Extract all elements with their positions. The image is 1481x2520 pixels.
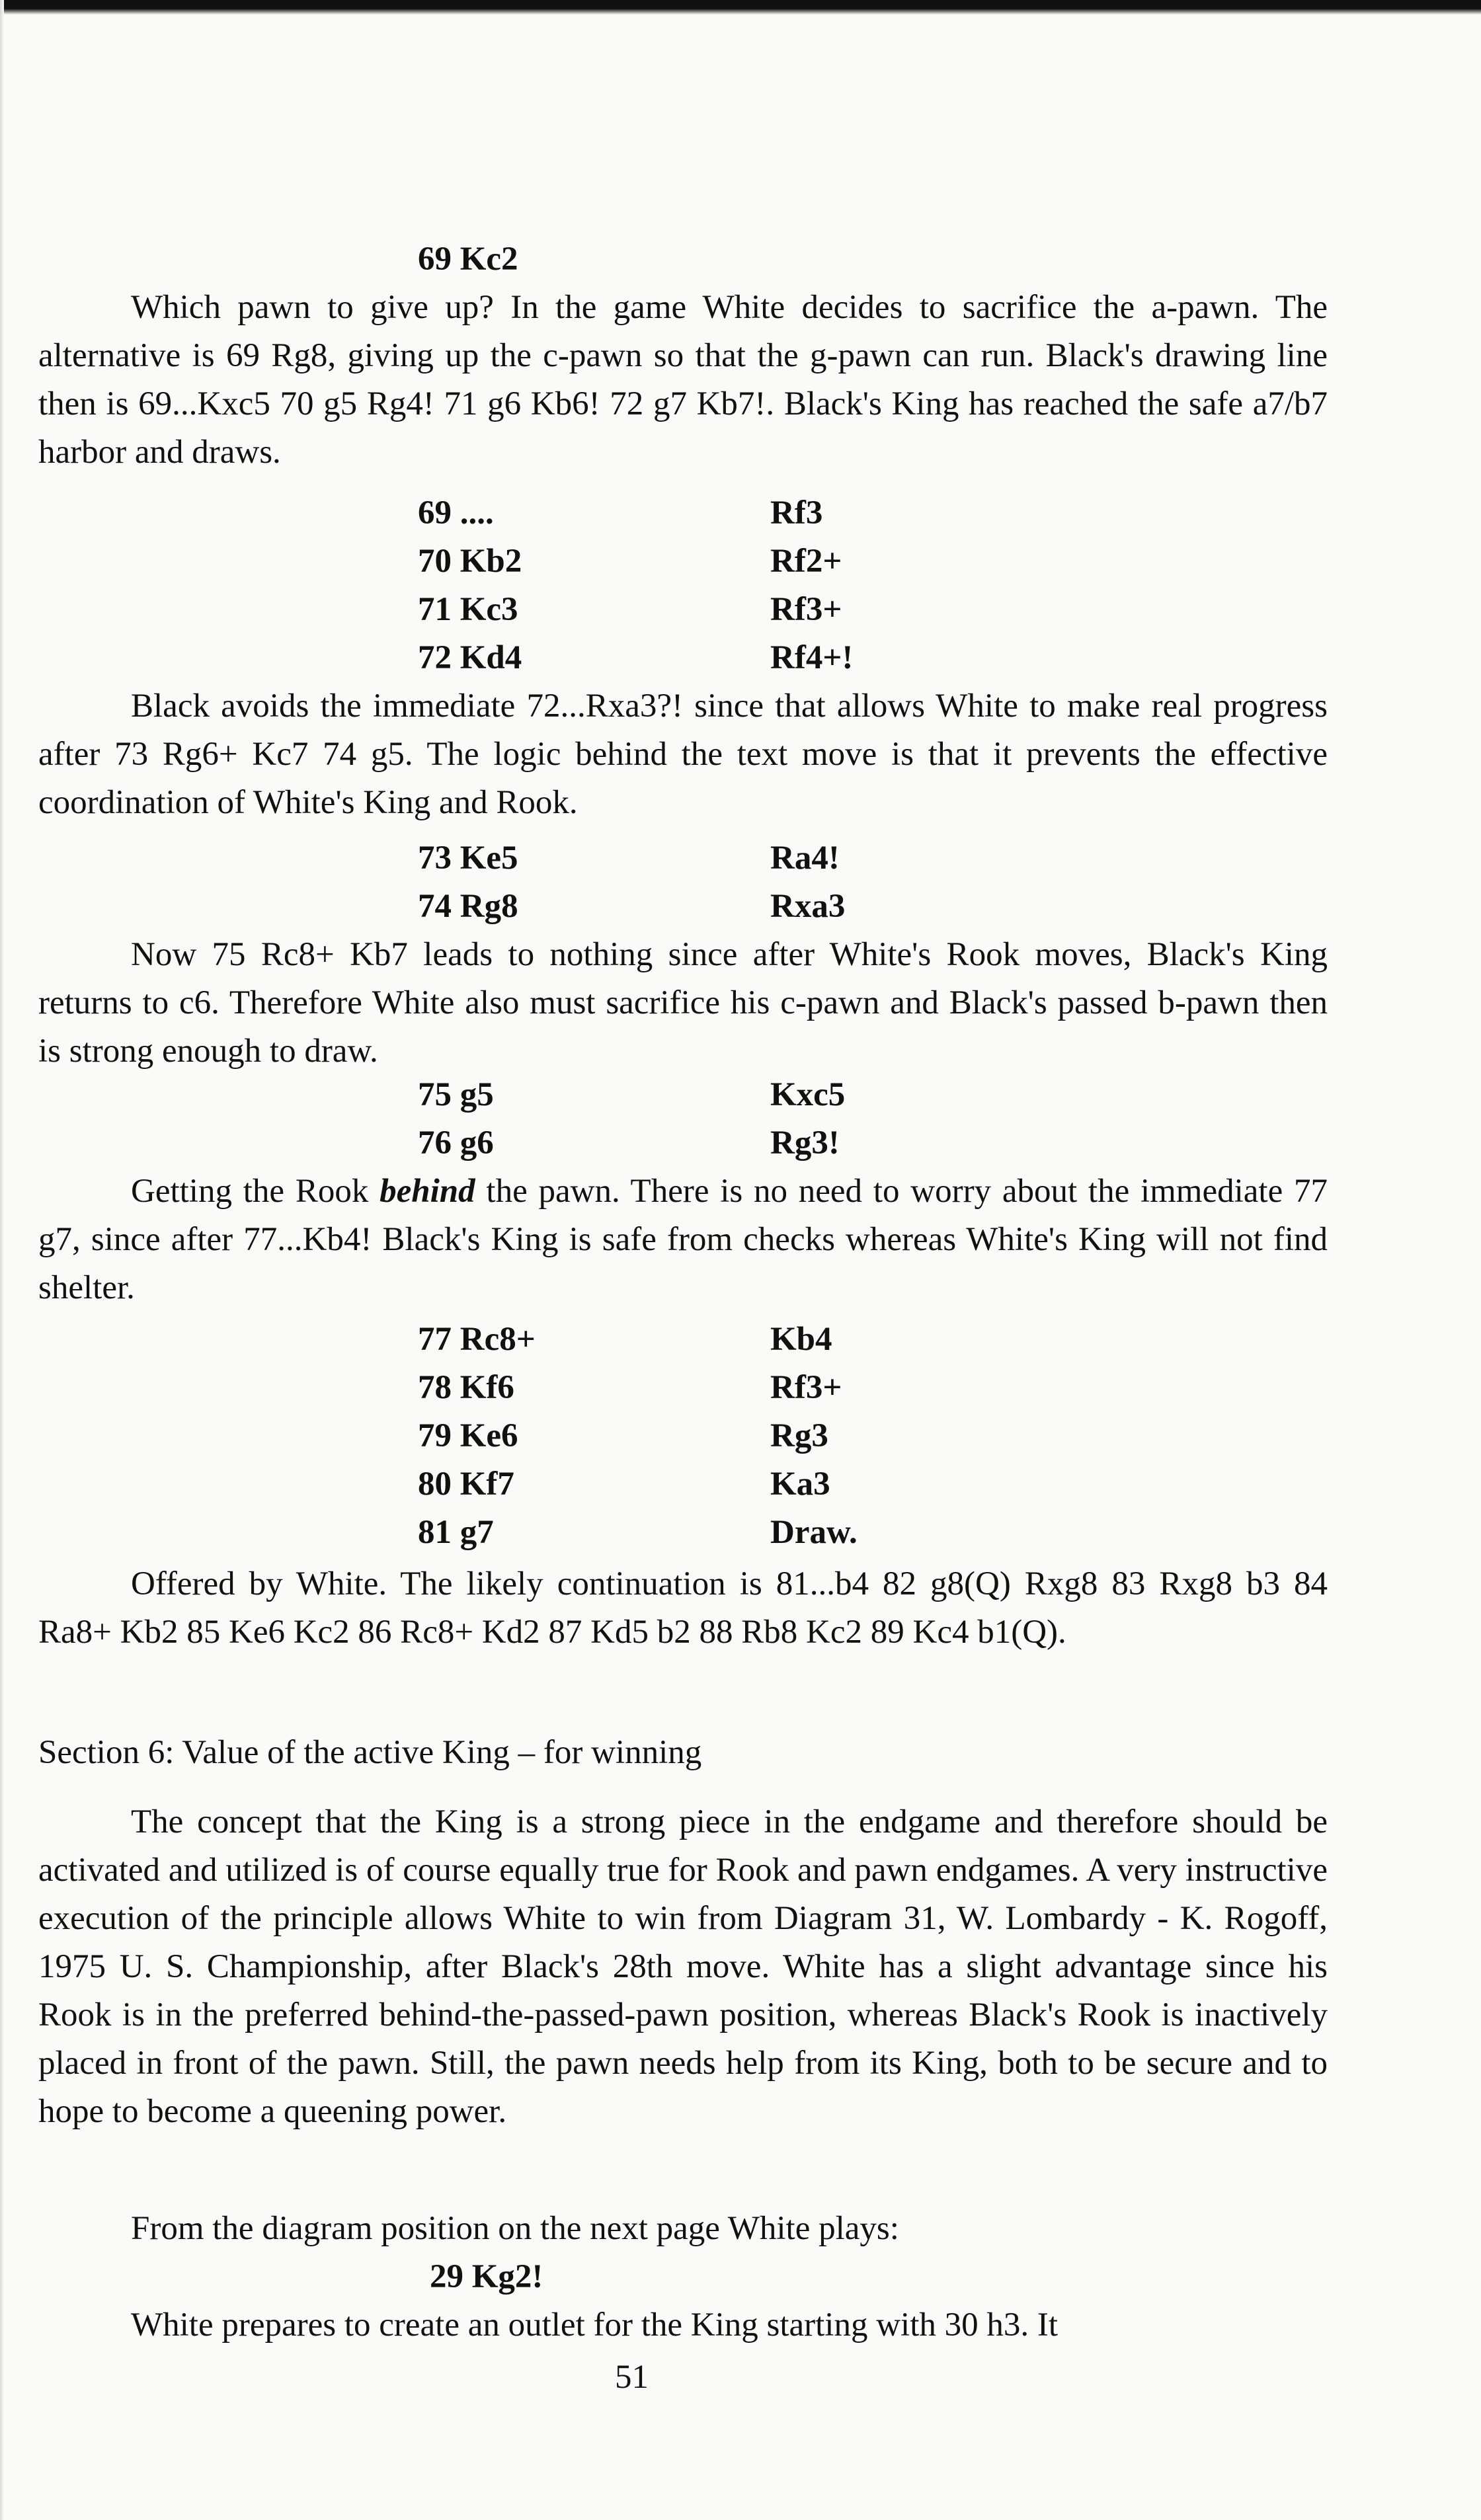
white-move: 80 Kf7 [418,1466,514,1503]
white-move: 74 Rg8 [418,888,518,925]
white-move: 75 g5 [418,1076,494,1113]
black-move: Ka3 [770,1466,830,1503]
white-move: 72 Kd4 [418,639,522,676]
white-move: 77 Rc8+ [418,1321,536,1358]
white-move: 69 Kc2 [418,241,518,278]
paragraph-which-pawn: Which pawn to give up? In the game White decides to sacrifice the a-pawn. The alternative is 69 Rg8, giving up the c-pawn so that the g-pawn can run. Black's drawing line then is 69...Kxc5 70 g5 Rg4! 71 g6 Kb6! 72 g7 Kb7!. Black's King has reached the safe a7/b7 harbor and draws. [38,289,1328,471]
page-number: 51 [615,2359,649,2396]
black-move: Rf3 [770,494,823,532]
white-move: 79 Ke6 [418,1417,518,1454]
black-move: Rf4+! [770,639,854,676]
white-move: 78 Kf6 [418,1369,514,1406]
black-move: Kxc5 [770,1076,846,1113]
page-left-edge [0,0,4,2520]
paragraph-offered-by-white: Offered by White. The likely continuation is 81...b4 82 g8(Q) Rxg8 83 Rxg8 b3 84 Ra8+ Kb2 85 Ke6 Kc2 86 Rc8+ Kd2 87 Kd5 b2 88 Rb8 Kc2 89 Kc4 b1(Q). [38,1565,1328,1651]
paragraph-white-prepares: White prepares to create an outlet for the King starting with 30 h3. It [131,2306,1059,2343]
black-move: Kb4 [770,1321,832,1358]
emphasis-behind: behind [380,1173,475,1210]
black-move: Rf3+ [770,1369,842,1406]
black-move: Rf3+ [770,591,842,628]
white-move: 69 .... [418,494,494,532]
black-move: Rg3! [770,1124,840,1162]
white-move: 73 Ke5 [418,840,518,877]
paragraph-black-avoids: Black avoids the immediate 72...Rxa3?! since that allows White to make real progress after 73 Rg6+ Kc7 74 g5. The logic behind the text move is that it prevents the effective coordination of White's King and Rook. [38,688,1328,821]
white-move: 29 Kg2! [430,2258,543,2295]
black-move: Ra4! [770,840,840,877]
paragraph-getting-the-rook: Getting the Rook behind the pawn. There is no need to worry about the immediate 77 g7, since after 77...Kb4! Black's King is safe from checks whereas White's King will not find shelter. [38,1173,1328,1306]
white-move: 81 g7 [418,1514,494,1551]
black-move: Rxa3 [770,888,846,925]
black-move: Draw. [770,1514,858,1551]
paragraph-king-concept: The concept that the King is a strong piece in the endgame and therefore should be activated and utilized is of course equally true for Rook and pawn endgames. A very instructive execution of the principle allows White to win from Diagram 31, W. Lombardy - K. Rogoff, 1975 U. S. Championship, after Black's 28th move. White has a slight advantage since his Rook is in the preferred behind-the-passed-pawn position, whereas Black's Rook is inactively placed in front of the pawn. Still, the pawn needs help from its King, both to be secure and to hope to become a queening power. [38,1803,1328,2130]
page-top-edge [0,0,1481,15]
section-heading: Section 6: Value of the active King – for winning [38,1734,702,1771]
paragraph-from-diagram: From the diagram position on the next page White plays: [131,2210,899,2247]
white-move: 76 g6 [418,1124,494,1162]
paragraph-now-75: Now 75 Rc8+ Kb7 leads to nothing since after White's Rook moves, Black's King returns to c6. Therefore White also must sacrifice his c-pawn and Black's passed b-pawn then is strong enough to draw. [38,936,1328,1070]
white-move: 70 Kb2 [418,543,522,580]
black-move: Rf2+ [770,543,842,580]
black-move: Rg3 [770,1417,828,1454]
white-move: 71 Kc3 [418,591,518,628]
